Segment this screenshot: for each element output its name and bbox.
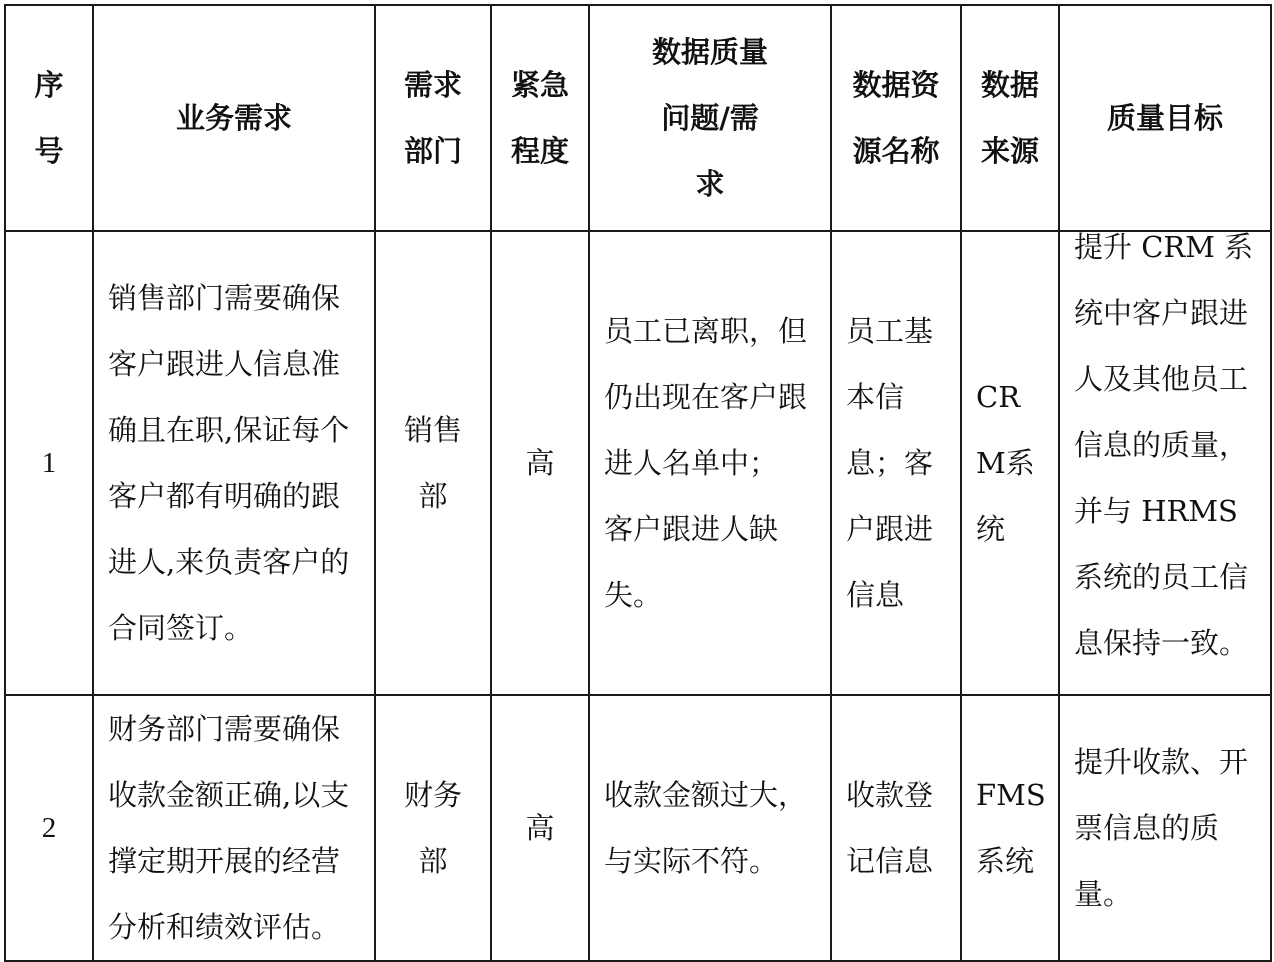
issue-line-2: 客户跟进人缺失。: [604, 512, 779, 612]
header-goal: 质量目标: [1059, 5, 1271, 231]
requirements-table: [4, 4, 1272, 962]
issue-line-1: 员工已离职，但仍出现在客户跟进人名单中；: [604, 314, 808, 480]
dept-cell: 财务部: [375, 695, 491, 961]
resource-cell: 收款登记信息: [831, 695, 961, 961]
table-row: [5, 695, 1271, 961]
header-resource: 数据资源名称: [831, 5, 961, 231]
urgency-cell: 高: [491, 231, 589, 695]
source-cell: FMS系统: [961, 695, 1059, 961]
row-index: 2: [5, 695, 93, 961]
business-need-cell: 销售部门需要确保客户跟进人信息准确且在职,保证每个客户都有明确的跟进人,来负责客户的合同签订。: [93, 231, 375, 695]
header-row: [5, 5, 1271, 231]
source-cell: CRM系统: [961, 231, 1059, 695]
header-index: 序号: [5, 5, 93, 231]
issue-cell: [589, 231, 831, 695]
goal-cell: 提升收款、开票信息的质量。: [1059, 695, 1271, 961]
table-row: [5, 231, 1271, 695]
row-index: 1: [5, 231, 93, 695]
header-dept: 需求部门: [375, 5, 491, 231]
dept-cell: 销售部: [375, 231, 491, 695]
resource-cell: 员工基本信息；客户跟进信息: [831, 231, 961, 695]
urgency-cell: 高: [491, 695, 589, 961]
header-issue: 数据质量问题/需求: [589, 5, 831, 231]
header-business-need: 业务需求: [93, 5, 375, 231]
issue-cell: 收款金额过大，与实际不符。: [589, 695, 831, 961]
business-need-cell: 财务部门需要确保收款金额正确,以支撑定期开展的经营分析和绩效评估。: [93, 695, 375, 961]
goal-cell: 提升 CRM 系统中客户跟进人及其他员工信息的质量，并与 HRMS 系统的员工信息保持一致。: [1059, 231, 1271, 695]
header-urgency: 紧急程度: [491, 5, 589, 231]
header-source: 数据来源: [961, 5, 1059, 231]
